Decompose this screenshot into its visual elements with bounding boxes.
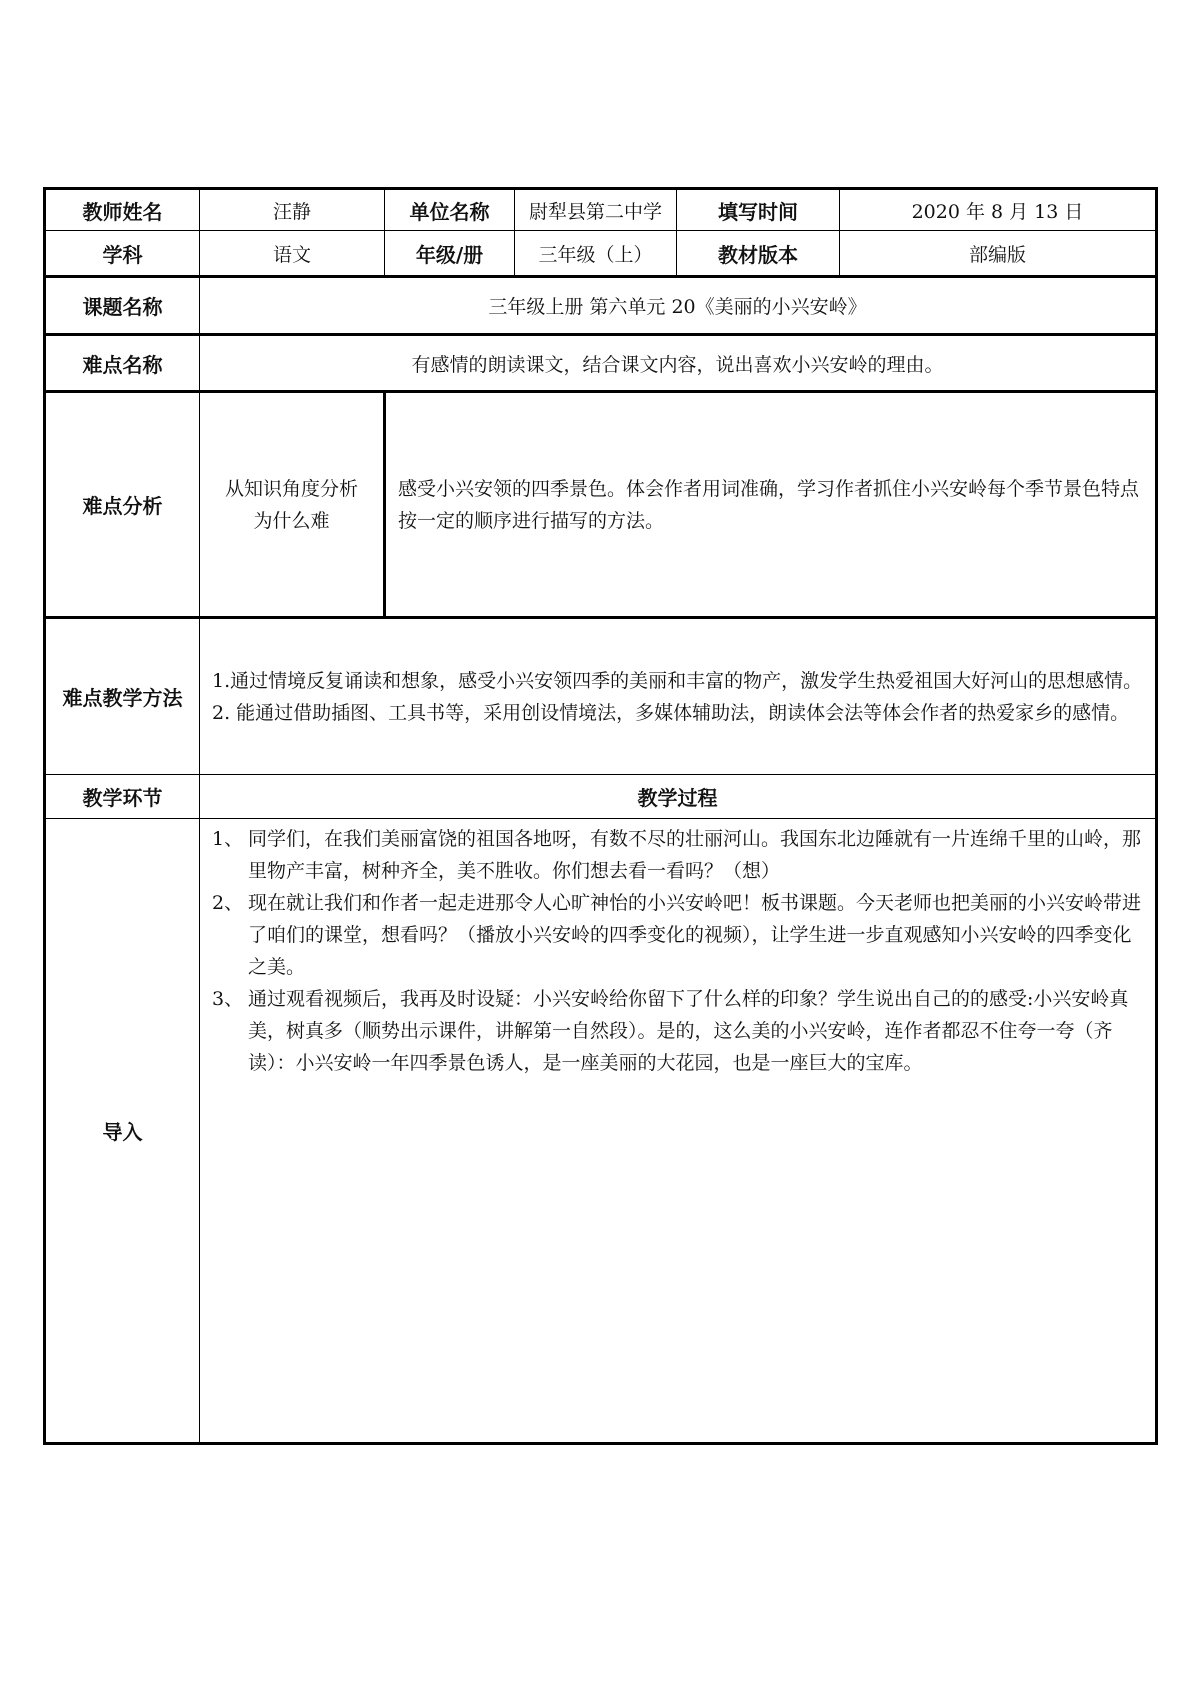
grade-label: 年级/册 [385,231,515,277]
intro-item-2 [212,887,1143,983]
edition-value: 部编版 [840,231,1157,277]
difficulty-value: 有感情的朗读课文，结合课文内容，说出喜欢小兴安岭的理由。 [200,335,1157,392]
lesson-plan-form [43,187,1155,1445]
process-header: 教学过程 [200,775,1157,819]
lesson-plan-table [43,187,1158,1445]
analysis-row [45,392,1157,618]
intro-item-number: 2、 [212,892,244,914]
difficulty-row [45,335,1157,392]
process-header-row [45,775,1157,819]
stage-header: 教学环节 [45,775,200,819]
edition-label: 教材版本 [677,231,840,277]
intro-item-text: 同学们，在我们美丽富饶的祖国各地呀，有数不尽的壮丽河山。我国东北边陲就有一片连绵千里的山岭，那里物产丰富，树种齐全，美不胜收。你们想去看一看吗？（想） [248,828,1142,882]
analysis-sub-label: 从知识角度分析为什么难 [200,392,385,618]
intro-item-1 [212,823,1143,887]
method-content [200,618,1157,775]
date-value: 2020 年 8 月 13 日 [840,189,1157,231]
teacher-label: 教师姓名 [45,189,200,231]
intro-item-text: 现在就让我们和作者一起走进那令人心旷神怡的小兴安岭吧！板书课题。今天老师也把美丽的小兴安岭带进了咱们的课堂，想看吗？（播放小兴安岭的四季变化的视频），让学生进一步直观感知小兴安岭的四季变化之美。 [248,892,1142,978]
unit-label: 单位名称 [385,189,515,231]
intro-item-number: 3、 [212,988,244,1010]
unit-value: 尉犁县第二中学 [515,189,677,231]
intro-item-text: 通过观看视频后，我再及时设疑：小兴安岭给你留下了什么样的印象？学生说出自己的的感受:小兴安岭真美，树真多（顺势出示课件，讲解第一自然段）。是的，这么美的小兴安岭，连作者都忍不住夸一夸（齐读）：小兴安岭一年四季景色诱人，是一座美丽的大花园，也是一座巨大的宝库。 [248,988,1129,1074]
intro-content [200,819,1157,1444]
intro-item-number: 1、 [212,828,244,850]
subject-row [45,231,1157,277]
date-label: 填写时间 [677,189,840,231]
grade-value: 三年级（上） [515,231,677,277]
teacher-value: 汪静 [200,189,385,231]
topic-label: 课题名称 [45,277,200,335]
intro-item-3 [212,983,1143,1079]
subject-value: 语文 [200,231,385,277]
method-row [45,618,1157,775]
analysis-label: 难点分析 [45,392,200,618]
topic-value: 三年级上册 第六单元 20《美丽的小兴安岭》 [200,277,1157,335]
method-label: 难点教学方法 [45,618,200,775]
method-line-2: 2. 能通过借助插图、工具书等，采用创设情境法，多媒体辅助法，朗读体会法等体会作者的热爱家乡的感情。 [212,701,1130,724]
method-line-1: 1.通过情境反复诵读和想象，感受小兴安领四季的美丽和丰富的物产，激发学生热爱祖国大好河山的思想感情。 [212,669,1143,692]
intro-row [45,819,1157,1444]
subject-label: 学科 [45,231,200,277]
topic-row [45,277,1157,335]
intro-label: 导入 [45,819,200,1444]
teacher-row [45,189,1157,231]
analysis-value: 感受小兴安领的四季景色。体会作者用词准确，学习作者抓住小兴安岭每个季节景色特点按一定的顺序进行描写的方法。 [385,392,1157,618]
difficulty-label: 难点名称 [45,335,200,392]
